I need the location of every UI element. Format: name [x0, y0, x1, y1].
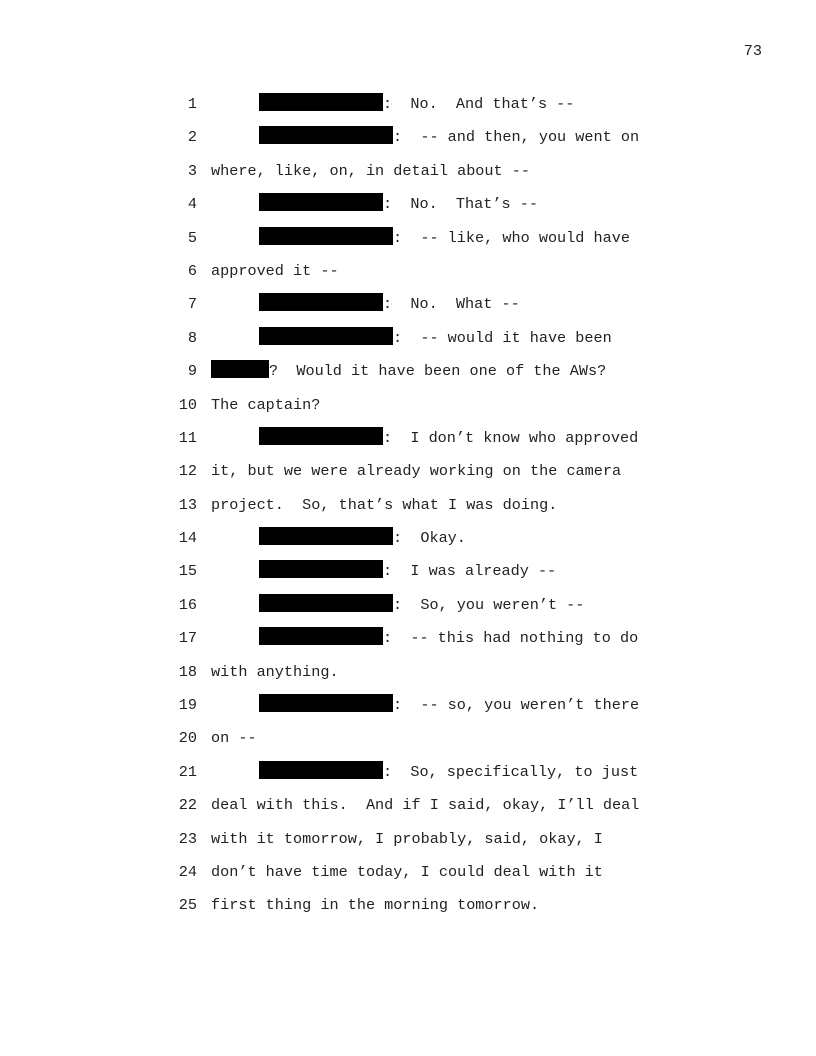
- line-text: on --: [211, 729, 257, 748]
- line-content: : No. And that’s --: [383, 95, 575, 113]
- line-content: : -- this had nothing to do: [383, 629, 639, 648]
- redaction-bar: [259, 93, 383, 111]
- line-number: 24: [178, 862, 197, 881]
- redaction-bar: [259, 193, 383, 211]
- line-number: 16: [178, 595, 197, 614]
- transcript-line: [0, 792, 816, 825]
- page-number: 73: [743, 42, 762, 60]
- transcript-line: [0, 191, 816, 224]
- line-text: [259, 91, 574, 117]
- line-text: deal with this. And if I said, okay, I’ll deal: [211, 796, 640, 815]
- line-number: 9: [187, 362, 197, 381]
- line-content: : Okay.: [393, 529, 466, 548]
- line-content: : No. That’s --: [383, 195, 538, 214]
- line-content: : -- so, you weren’t there: [393, 696, 640, 715]
- transcript-body: [0, 91, 816, 926]
- line-number: 4: [187, 195, 197, 214]
- redaction-bar: [259, 227, 393, 245]
- transcript-line: [0, 392, 816, 425]
- line-text: [259, 425, 638, 451]
- line-text: [259, 225, 630, 251]
- line-number: 11: [178, 428, 197, 447]
- line-content: : -- and then, you went on: [393, 128, 640, 147]
- line-text: [259, 692, 639, 718]
- redaction-bar: [259, 527, 393, 545]
- line-text: first thing in the morning tomorrow.: [211, 896, 540, 915]
- transcript-line: [0, 358, 816, 391]
- line-content: : So, you weren’t --: [393, 595, 585, 614]
- transcript-line: [0, 892, 816, 925]
- transcript-line: [0, 124, 816, 157]
- line-content: : -- would it have been: [393, 328, 612, 347]
- line-number: 23: [178, 829, 197, 848]
- line-text: [259, 325, 612, 351]
- transcript-line: [0, 725, 816, 758]
- redaction-bar: [259, 761, 383, 779]
- transcript-line: [0, 826, 816, 859]
- line-number: 10: [178, 395, 197, 414]
- line-number: 1: [187, 95, 197, 113]
- line-number: 14: [178, 529, 197, 548]
- transcript-line: [0, 225, 816, 258]
- line-number: 15: [178, 562, 197, 581]
- line-number: 20: [178, 729, 197, 748]
- transcript-line: [0, 859, 816, 892]
- line-number: 12: [178, 462, 197, 481]
- line-number: 25: [178, 896, 197, 915]
- transcript-line: [0, 759, 816, 792]
- line-number: 5: [187, 228, 197, 247]
- transcript-line: [0, 525, 816, 558]
- redaction-bar: [259, 293, 383, 311]
- line-text: [211, 358, 606, 384]
- transcript-line: [0, 425, 816, 458]
- line-text: don’t have time today, I could deal with it: [211, 862, 603, 881]
- line-text: [259, 759, 638, 785]
- transcript-line: [0, 91, 816, 124]
- line-text: [259, 124, 639, 150]
- transcript-line: [0, 692, 816, 725]
- line-text: where, like, on, in detail about --: [211, 161, 530, 180]
- line-text: approved it --: [211, 261, 339, 280]
- transcript-line: [0, 258, 816, 291]
- transcript-line: [0, 458, 816, 491]
- transcript-line: [0, 325, 816, 358]
- line-number: 17: [178, 629, 197, 648]
- line-content: ? Would it have been one of the AWs?: [269, 362, 607, 381]
- line-text: project. So, that’s what I was doing.: [211, 495, 558, 514]
- line-text: with it tomorrow, I probably, said, okay, I: [211, 829, 603, 848]
- line-text: [259, 625, 638, 651]
- line-number: 22: [178, 796, 197, 815]
- redaction-bar: [259, 694, 393, 712]
- line-number: 3: [187, 161, 197, 180]
- transcript-line: [0, 291, 816, 324]
- transcript-line: [0, 625, 816, 658]
- line-number: 8: [187, 328, 197, 347]
- redaction-bar: [259, 627, 383, 645]
- transcript-line: [0, 158, 816, 191]
- line-content: : I was already --: [383, 562, 557, 581]
- line-content: : -- like, who would have: [393, 228, 630, 247]
- line-text: [259, 525, 466, 551]
- line-text: with anything.: [211, 662, 339, 681]
- line-text: [259, 592, 584, 618]
- redaction-bar: [259, 126, 393, 144]
- transcript-line: [0, 558, 816, 591]
- line-number: 19: [178, 696, 197, 715]
- line-number: 21: [178, 762, 197, 781]
- line-number: 6: [187, 261, 197, 280]
- redaction-bar: [259, 327, 393, 345]
- line-content: : So, specifically, to just: [383, 762, 639, 781]
- line-text: [259, 191, 538, 217]
- redaction-bar: [211, 360, 269, 378]
- line-content: : No. What --: [383, 295, 520, 314]
- redaction-bar: [259, 560, 383, 578]
- redaction-bar: [259, 594, 393, 612]
- redaction-bar: [259, 427, 383, 445]
- line-text: [259, 558, 556, 584]
- transcript-line: [0, 492, 816, 525]
- line-number: 2: [187, 128, 197, 147]
- line-number: 18: [178, 662, 197, 681]
- line-number: 7: [187, 295, 197, 314]
- transcript-line: [0, 659, 816, 692]
- line-number: 13: [178, 495, 197, 514]
- line-text: The captain?: [211, 395, 321, 414]
- line-text: [259, 291, 520, 317]
- line-text: it, but we were already working on the camera: [211, 462, 622, 481]
- transcript-line: [0, 592, 816, 625]
- line-content: : I don’t know who approved: [383, 428, 639, 447]
